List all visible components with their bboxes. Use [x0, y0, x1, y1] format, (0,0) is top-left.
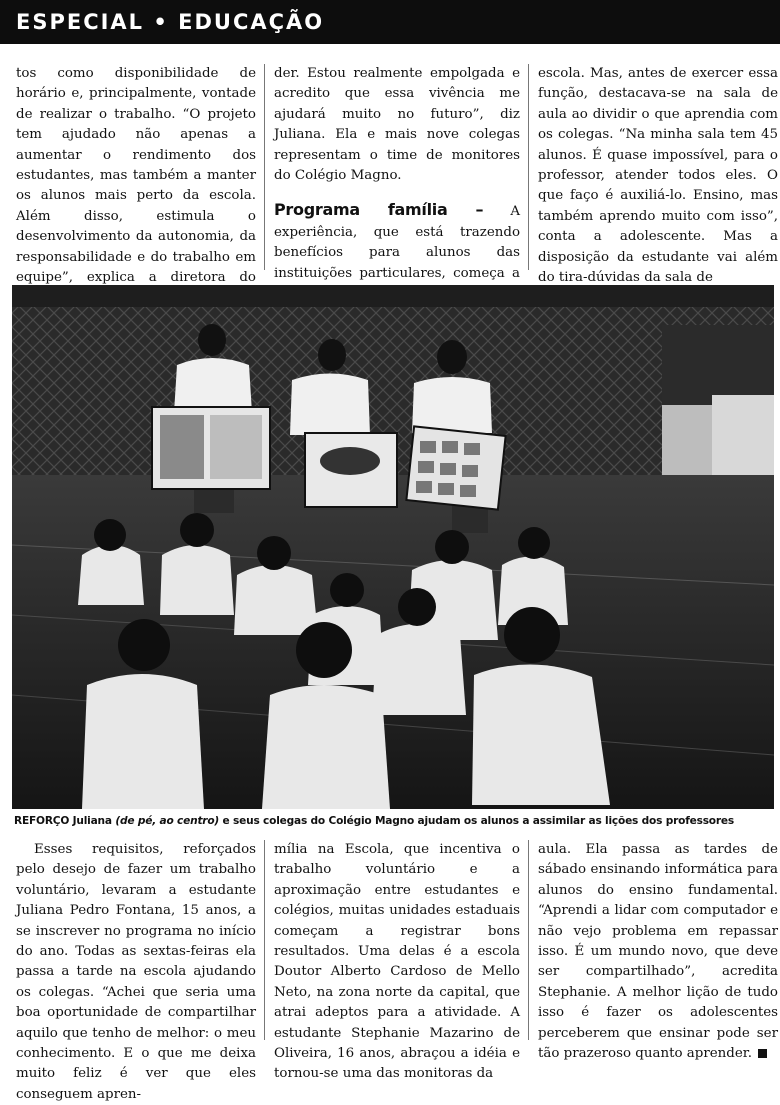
lower-column-1-text: Esses requisitos, reforçados pelo desejo de fazer um trabalho voluntário, levaram a estudante Juliana Pedro Fontana, 15 anos, a se inscrever no programa no início do ano. Todas as sextas-feiras ela passa a tarde na escola ajudando os colegas. “Achei que seria uma boa oportunidade de compartilhar aquilo que tenho de melhor: o meu conhecimento. E o que me deixa muito feliz é ver que eles conseguem apren- [16, 842, 256, 1102]
lower-column-3 [538, 840, 778, 1064]
column-divider [528, 840, 529, 1040]
upper-column-3 [538, 64, 778, 288]
photo-caption [14, 815, 774, 827]
caption-lead: REFORÇO Juliana [14, 815, 116, 827]
caption-italic: (de pé, ao centro) [115, 815, 220, 827]
photo-illustration [12, 285, 774, 809]
lower-column-2-text: mília na Escola, que incentiva o trabalho voluntário e a aproximação entre estudantes e colégios, muitas unidades estaduais começam a registrar bons resultados. Uma delas é a escola Doutor Alberto Cardoso de Mello Neto, na zona norte da capital, que atrai adeptos para a atividade. A estudante Stephanie Mazarino de Oliveira, 16 anos, abraçou a idéia e tornou-se uma das monitoras da [274, 842, 520, 1082]
caption-rest: e seus colegas do Colégio Magno ajudam os alunos a assimilar as lições dos professores [219, 815, 734, 827]
lower-column-3-paragraph [538, 840, 778, 1064]
upper-column-2-text-continued: A experiência, que está trazendo benefícios para alunos das instituições particulares, começa a [274, 204, 520, 281]
subhead-programa-familia: Programa família – [274, 200, 484, 220]
column-divider [264, 840, 265, 1040]
section-label: ESPECIAL • EDUCAÇÃO [16, 10, 325, 34]
upper-column-2-text: der. Estou realmente empolgada e acredito que essa vivência me ajudará muito no futuro”, diz Juliana. Ela e mais nove colegas representam o time de monitores do Colégio Magno. [274, 66, 520, 184]
lower-column-2 [274, 840, 520, 1085]
article-photo [12, 285, 774, 809]
upper-column-1-text: tos como disponibilidade de horário e, principalmente, vontade de realizar o trabalho. “O projeto tem ajudado não apenas a aumentar o rendimento dos estudantes, mas também a manter os alunos mais perto da escola. Além disso, estimula o desenvolvimento da autonomia, da responsabilidade e do trabalho em equipe”, explica a diretora do [16, 66, 256, 286]
lower-column-3-text: aula. Ela passa as tardes de sábado ensinando informática para alunos do ensino fundamental. “Aprendi a lidar com computador e não vejo problema em repassar isso. É um mundo novo, que deve ser compartilhado”, acredita Stephanie. A melhor lição de tudo isso é fazer os adolescentes perceberem que ensinar pode ser tão prazeroso quanto aprender. [538, 842, 778, 1062]
column-divider [264, 64, 265, 270]
end-of-article-mark [758, 1049, 767, 1058]
column-divider [528, 64, 529, 270]
lower-column-1 [16, 840, 256, 1105]
section-header [0, 0, 780, 44]
upper-column-3-text: escola. Mas, antes de exercer essa função, destacava-se na sala de aula ao dividir o que aprendia com os colegas. “Na minha sala tem 45 alunos. É quase impossível, para o professor, atender todos eles. O que faço é auxiliá-lo. Ensino, mas também aprendo muito com isso”, conta a adolescente. Mas a disposição da estudante vai além do tira-dúvidas da sala de [538, 66, 778, 286]
